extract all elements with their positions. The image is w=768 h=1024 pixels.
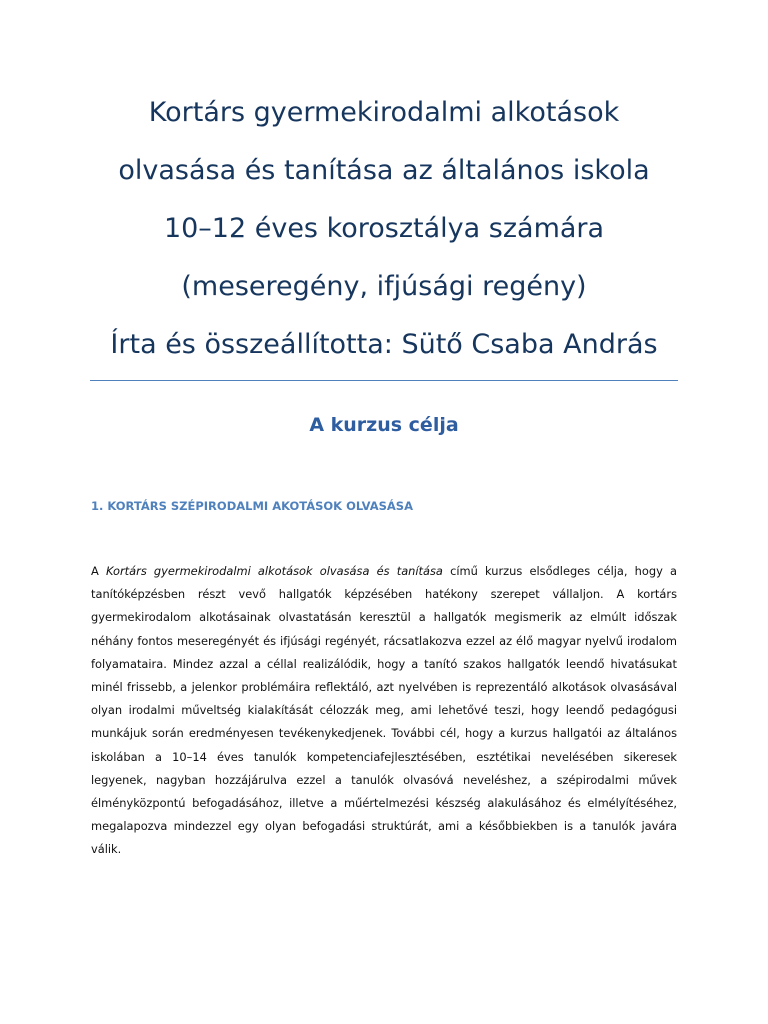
course-title-italic: Kortárs gyermekirodalmi alkotások olvasása és tanítása xyxy=(105,564,443,578)
title-line-4: (meseregény, ifjúsági regény) xyxy=(181,271,587,302)
title-line-1: Kortárs gyermekirodalmi alkotások xyxy=(148,97,620,128)
section-heading: A kurzus célja xyxy=(309,414,459,436)
paragraph-lead: A xyxy=(91,564,106,578)
title-line-3: 10–12 éves korosztálya számára xyxy=(163,213,605,244)
body-paragraph xyxy=(91,560,677,862)
paragraph-rest: című kurzus elsődleges célja, hogy a tanítóképzésben részt vevő hallgatók képzésében hatékony szerepet vállaljon. A kortárs gyermekirodalom alkotásainak olvastatásán keresztül a hallgatók megismerik az elmúlt időszak néhány fontos meseregényét és ifjúsági regényét, rácsatlakozva ezzel az élő magyar nyelvű irodalom folyamataira. Mindez azzal a céllal realizálódik, hogy a tanító szakos hallgatók leendő hivatásukat minél frissebb, a jelenkor problémáira reflektáló, azt nyelvében is reprezentáló alkotások olvasásával olyan irodalmi műveltség kialakítását célozzák meg, ami lehetővé teszi, hogy leendő pedagógusi munkájuk során eredményesen tevékenykedjenek. További cél, hogy a kurzus hallgatói az általános iskolában a 10–14 éves tanulók kompetenciafejlesztésében, esztétikai nevelésében sikeresek legyenek, nagyban hozzájárulva ezzel a tanulók olvasóvá neveléshez, a szépirodalmi művek élményközpontú befogadásához, illetve a műértelmezési készség alakulásához és elmélyítéséhez, megalapozva mindezzel egy olyan befogadási struktúrát, ami a későbbiekben is a tanulók javára válik. xyxy=(91,564,677,857)
title-divider xyxy=(90,380,678,381)
section-subheading: 1. KORTÁRS SZÉPIRODALMI AKOTÁSOK OLVASÁSA xyxy=(91,499,413,513)
document-title xyxy=(60,84,708,374)
title-line-2: olvasása és tanítása az általános iskola xyxy=(118,155,650,186)
title-author-line: Írta és összeállította: Sütő Csaba András xyxy=(110,329,658,360)
